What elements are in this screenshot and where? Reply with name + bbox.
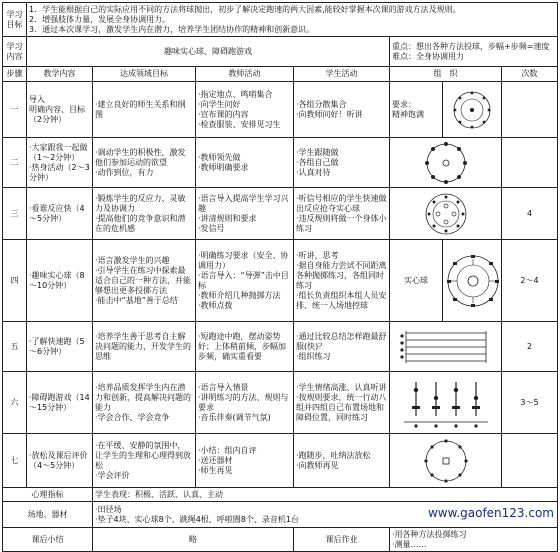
student-line: 按规则要求，统一行动八组并四组自己布置场地和障碍位置，同时练习 xyxy=(296,392,387,422)
step-number: 四 xyxy=(3,240,27,322)
header-step: 步骤 xyxy=(3,67,27,82)
step-teacher: ·指定地点、鸣哨集合 ·向学生问好 ·宣布课的内容 ·检查服装、安排见习生 xyxy=(196,82,294,138)
step-number: 六 xyxy=(3,372,27,434)
header-student: 学生活动 xyxy=(294,67,390,82)
content-value: 趣味实心球、障碍跑游戏 xyxy=(27,37,390,67)
step-number: 二 xyxy=(3,138,27,188)
content-line: 趣味实心球（8～10分钟） xyxy=(29,270,85,290)
step-teacher: ·教师领先做 ·教师明确要求 xyxy=(196,138,294,188)
step-org-diagram xyxy=(390,372,502,434)
key-label: 重点： xyxy=(392,41,416,51)
teacher-line: 教师介绍几种抛掷方法 xyxy=(200,290,281,300)
table-header xyxy=(3,67,558,82)
content-row xyxy=(3,37,558,67)
teacher-line: 向学生问好 xyxy=(200,99,241,109)
content-line: （2分钟） xyxy=(29,114,67,124)
psych-label: 心理指标 xyxy=(3,488,93,502)
step-count xyxy=(502,82,558,138)
step-student: ·听讲、思考 ·据自身能力尝试不同距离各种抛掷练习，各组同时练习 ·组长负责组织本组人员安排、统一人场地控球 xyxy=(294,240,390,322)
table-row xyxy=(3,372,558,434)
step-teacher: ·语言导入情景 ·讲明练习的方法、规则与要求 ·音乐伴奏(调节气氛) xyxy=(196,372,294,434)
goals-list xyxy=(27,3,558,37)
step-student: ·通过比较总结怎样跑最舒服(快)？ ·组织练习 xyxy=(294,322,390,372)
difficulty-value: 全身协调用力 xyxy=(416,51,464,61)
teacher-line: 语言导入提高学生学习兴趣 xyxy=(198,193,289,213)
step-org-text xyxy=(390,240,443,322)
goal-item: 1．学生能根据自己的实际应用不同的方法将球抛出，初步了解决定跑速的两大因素,能较好掌握本次课的游戏方法及规则。 xyxy=(29,4,461,14)
step-org-diagram xyxy=(390,322,502,372)
step-goals: ·在平缓、安静的氛围中，让学生的生理和心理得到放松 ·学会评价 xyxy=(93,434,196,488)
teacher-line: 明确练习要求（安全、协调用力） xyxy=(198,250,289,270)
step-student: ·跑随步，吐纳法放松 ·向教师再见 xyxy=(294,434,390,488)
circle-warmup-diagram xyxy=(418,140,474,186)
student-line: 听信号相应的学生快速做出反应抢夺实心球 xyxy=(296,193,387,213)
summary-label: 课后小结 xyxy=(3,528,93,552)
step-goals: ·调动学生的积极性，激发他们参加运动的欲望 ·动作到位，有力 xyxy=(93,138,196,188)
goal-line: 培养学生善于思考自主解决问题的能力，开发学生的思维 xyxy=(95,331,191,361)
summary-value: 略 xyxy=(93,528,294,552)
student-line: 各组分散集合 xyxy=(298,99,347,109)
step-goals: ·锻炼学生的反应力、灵敏力及协调力 ·提高他们的竞争意识和潜在的危机感 xyxy=(93,188,196,240)
site-watermark: www.gaofen123.com xyxy=(427,506,554,520)
step-number: 一 xyxy=(3,82,27,138)
step-count: 4 xyxy=(502,188,558,240)
step-count xyxy=(502,138,558,188)
header-organization: 组 织 xyxy=(390,67,502,82)
student-line: 认真对待 xyxy=(298,167,331,177)
step-goals: ·培养品质发挥学生内在潜力和创新，提高解决问题的能力 ·学会合作、学会竞争 xyxy=(93,372,196,434)
student-line: 违反规则将做一个身体小练习 xyxy=(296,213,387,233)
cooldown-ring-diagram xyxy=(416,437,476,485)
step-student: ·听信号相应的学生快速做出反应抢夺实心球 ·违反规则将做一个身体小练习 xyxy=(294,188,390,240)
goal-line: 在平缓、安静的氛围中，让学生的生理和心理得到放松 xyxy=(95,440,191,470)
psych-row xyxy=(3,488,558,502)
student-line: 听讲、思考 xyxy=(298,250,339,260)
venue-label: 场地、器材 xyxy=(3,502,93,528)
goal-line: 语言激发学生的兴趣 xyxy=(97,255,170,265)
teacher-line: 宣布课的内容 xyxy=(200,109,249,119)
step-org-text xyxy=(390,82,443,138)
medicine-ball-diagram xyxy=(445,250,501,312)
step-count: 2～4 xyxy=(502,240,558,322)
header-content: 教学内容 xyxy=(27,67,93,82)
goal-line: 培养品质发挥学生内在潜力和创新，提高解决问题的能力 xyxy=(95,382,191,412)
teacher-line: 教师领先做 xyxy=(200,152,241,162)
step-student: ·各组分散集合 ·向教师问好！听讲 xyxy=(294,82,390,138)
teacher-line: 语言导入情景 xyxy=(200,382,249,392)
goal-line: 学会评价 xyxy=(97,470,130,480)
student-line: 各组自己做 xyxy=(298,157,339,167)
step-teacher: ·小结：组内自评 ·送还器材 ·师生再见 xyxy=(196,434,294,488)
homework-value xyxy=(390,528,558,552)
org-note: 实心球 xyxy=(404,275,428,285)
student-line: 据自身能力尝试不同距离各种抛掷练习，各组同时练习 xyxy=(296,260,387,290)
teacher-line: 音乐伴奏(调节气氛) xyxy=(200,412,271,422)
org-note: 精神饱满 xyxy=(392,109,424,119)
difficulty-label: 难点： xyxy=(392,51,416,61)
table-row xyxy=(3,240,558,322)
step-number: 七 xyxy=(3,434,27,488)
psych-value: 学生表现：积极、活跃、认真、主动 xyxy=(93,488,558,502)
student-line: 学生情绪高涨、认真听讲 xyxy=(298,382,387,392)
content-line: 放松及课后评价（4～5分钟） xyxy=(29,450,88,470)
step-org-diagram xyxy=(390,138,502,188)
content-line: 明确内容、目标 xyxy=(29,104,85,114)
step-goals: ·语言激发学生的兴趣 ·引导学生在练习中探索最适合自己的一种方法，并能够想出更多投掷方法 ·能击中“基地”善于总结 xyxy=(93,240,196,322)
step-content: ·放松及课后评价（4～5分钟） xyxy=(27,434,93,488)
content-label: 学习内容 xyxy=(3,37,27,67)
step-number: 五 xyxy=(3,322,27,372)
org-note: 要求： xyxy=(392,99,416,109)
goal-line: 锻炼学生的反应力、灵敏力及协调力 xyxy=(95,193,186,213)
key-value: 想出各种方法投球，步幅+步频=速度 xyxy=(416,41,550,51)
header-teacher: 教师活动 xyxy=(196,67,294,82)
table-row xyxy=(3,434,558,488)
teacher-line: 教师明确要求 xyxy=(200,162,249,172)
student-line: 通过比较总结怎样跑最舒服(快)？ xyxy=(296,331,387,351)
step-org-diagram xyxy=(443,240,502,322)
table-row xyxy=(3,138,558,188)
teacher-line: 检查服装、安排见习生 xyxy=(200,119,281,129)
table-row xyxy=(3,82,558,138)
goal-line: 建立良好的师生关系和纲图 xyxy=(95,99,186,119)
step-goals: ·培养学生善于思考自主解决问题的能力，开发学生的思维 xyxy=(93,322,196,372)
teacher-line: 教师点拨 xyxy=(200,300,233,310)
teacher-line: 送还器材 xyxy=(200,455,233,465)
content-line: 了解快速跑（5～6分钟） xyxy=(29,336,85,356)
content-line: 障碍跑游戏（14～15分钟） xyxy=(29,392,90,412)
step-student: ·学生跟随做 ·各组自己做 ·认真对待 xyxy=(294,138,390,188)
step-content: ·障碍跑游戏（14～15分钟） xyxy=(27,372,93,434)
step-count: 3～5 xyxy=(502,372,558,434)
goal-line: 能击中“基地”善于总结 xyxy=(97,295,178,305)
venue-line: ·田径场 xyxy=(95,504,122,514)
step-teacher: ·短跑途中跑，摆动姿势好；上体稍前倾，步幅加步频，确实重看要 xyxy=(196,322,294,372)
teacher-line: 指定地点、鸣哨集合 xyxy=(200,89,273,99)
goals-row xyxy=(3,3,558,37)
teacher-line: 发信号 xyxy=(200,223,225,233)
step-count xyxy=(502,434,558,488)
content-line: 热身活动（2～3分钟） xyxy=(29,162,90,182)
header-goals: 达成领域目标 xyxy=(93,67,196,82)
student-line: 组长负责组织本组人员安排、统一人场地控球 xyxy=(296,290,387,310)
teacher-line: 小结：组内自评 xyxy=(200,445,257,455)
teacher-line: 师生再见 xyxy=(200,465,233,475)
venue-line: ·垫子4块、实心球8个、跳绳4根、呼啦圈8个、录音机1台 xyxy=(95,514,299,524)
table-row xyxy=(3,322,558,372)
content-line: 看谁反应快（4～5分钟） xyxy=(29,203,85,223)
goals-label: 学习目标 xyxy=(3,3,27,37)
sprint-lanes-diagram xyxy=(396,327,496,367)
student-line: 组织练习 xyxy=(298,351,331,361)
obstacle-course-diagram xyxy=(396,376,496,430)
header-count: 次数 xyxy=(502,67,558,82)
goal-item: 2．增强肢体力量，发展全身协调用力。 xyxy=(29,14,171,24)
step-teacher: ·语言导入提高学生学习兴趣 ·讲清规则和要求 ·发信号 xyxy=(196,188,294,240)
step-org-diagram xyxy=(390,434,502,488)
step-content xyxy=(27,82,93,138)
step-content: ·看谁反应快（4～5分钟） xyxy=(27,188,93,240)
goal-item: 3．通过本次课学习，激发学生内在潜力，培养学生团结协作的精神和创新意识。 xyxy=(29,24,315,34)
step-org-diagram xyxy=(390,188,502,240)
step-content: ·了解快速跑（5～6分钟） xyxy=(27,322,93,372)
teacher-line: 讲明练习的方法、规则与要求 xyxy=(198,392,289,412)
step-number: 三 xyxy=(3,188,27,240)
teacher-line: 语言导入：“导弹”击中目标 xyxy=(198,270,289,290)
goal-line: 调动学生的积极性，激发他们参加运动的欲望 xyxy=(95,147,186,167)
summary-row xyxy=(3,528,558,552)
step-content: ·大家跟我一起做（1～2分钟） ·热身活动（2～3分钟） xyxy=(27,138,93,188)
ring-formation-diagram xyxy=(447,88,497,132)
step-count: 2 xyxy=(502,322,558,372)
homework-label: 课后作业 xyxy=(294,528,390,552)
reaction-game-diagram xyxy=(416,191,476,237)
homework-line: ·测量…… xyxy=(392,539,427,549)
table-row xyxy=(3,188,558,240)
teacher-line: 短跑途中跑，摆动姿势好；上体稍前倾，步幅加步频，确实重看要 xyxy=(198,331,286,361)
goal-line: 学会合作、学会竞争 xyxy=(97,412,170,422)
content-line: 导入 xyxy=(29,94,45,104)
goal-line: 提高他们的竞争意识和潜在的危机感 xyxy=(95,213,186,233)
student-line: 向教师再见 xyxy=(298,460,339,470)
key-points xyxy=(390,37,558,67)
homework-line: ·用各种方法投掷练习 xyxy=(392,529,467,539)
student-line: 学生跟随做 xyxy=(298,147,339,157)
content-line: 大家跟我一起做（1～2分钟） xyxy=(29,142,88,162)
step-content: ·趣味实心球（8～10分钟） xyxy=(27,240,93,322)
lesson-plan-table xyxy=(2,2,558,552)
step-org-diagram xyxy=(443,82,502,138)
goal-line: 引导学生在练习中探索最适合自己的一种方法，并能够想出更多投掷方法 xyxy=(95,265,191,295)
step-student: ·学生情绪高涨、认真听讲 ·按规则要求，统一行动八组并四组自己布置场地和障碍位置，同时练习 xyxy=(294,372,390,434)
student-line: 向教师问好！听讲 xyxy=(298,109,363,119)
goal-line: 动作到位，有力 xyxy=(97,167,154,177)
teacher-line: 讲清规则和要求 xyxy=(200,213,257,223)
step-teacher: ·明确练习要求（安全、协调用力） ·语言导入：“导弹”击中目标 ·教师介绍几种抛掷方法 ·教师点拨 xyxy=(196,240,294,322)
step-goals: ·建立良好的师生关系和纲图 xyxy=(93,82,196,138)
student-line: 跑随步，吐纳法放松 xyxy=(298,450,371,460)
